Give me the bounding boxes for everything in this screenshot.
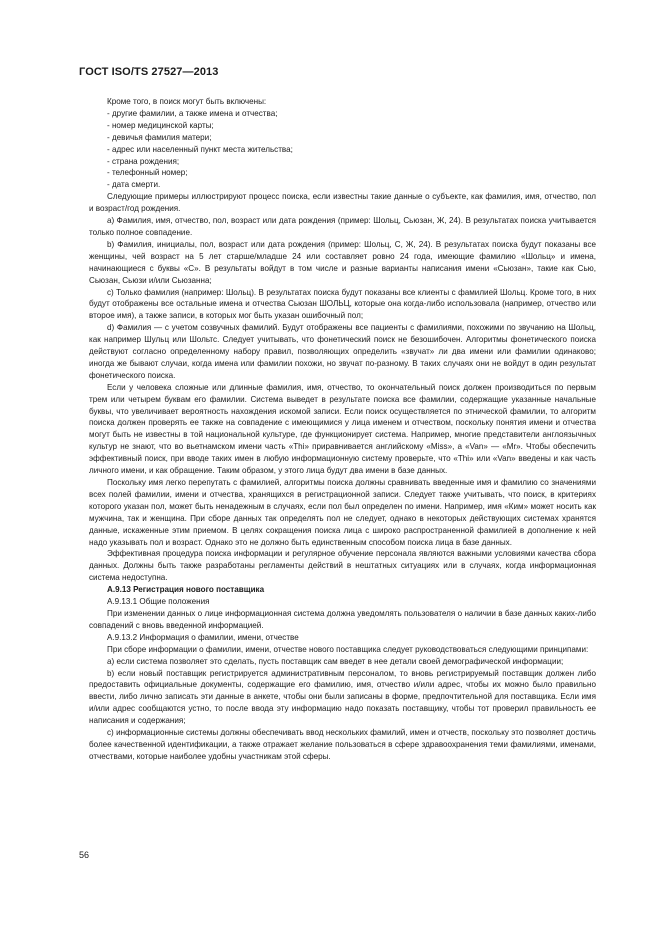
paragraph-principle-c: c) информационные системы должны обеспечивать ввод нескольких фамилий, имен и отчеств, поскольку это позволяет достичь более качественной идентификации, а также отражает желание пользоваться в сфере здравоохранения теми фамилиями, именами, отчествами, которые наиболее удобны участникам этой сферы.	[89, 728, 596, 761]
list-item: - другие фамилии, а также имена и отчества;	[107, 108, 278, 118]
list-item: - телефонный номер;	[107, 168, 188, 178]
paragraph-principle-a: a) если система позволяет это сделать, пусть поставщик сам введет в нее детали своей демографической информации;	[107, 656, 564, 666]
paragraph-principle-b: b) если новый поставщик регистрируется административным персоналом, то вновь регистрируемый поставщик должен либо предоставить официальные документы, содержащие его фамилию, имя, отчество и/или адрес, чтобы их можно было правильно ввести, либо лично записать эти данные в анкете, чтобы они были записаны в форме, предпочтительной для поставщика. Если имя и/или адрес сообщаются устно, то после ввода эту информацию надо показать поставщику, чтобы тот проверил правильность ее написания и содержания;	[89, 668, 596, 726]
paragraph-long-names: Если у человека сложные или длинные фамилия, имя, отчество, то окончательный поиск должен производиться по первым трем или четырем буквам его фамилии. Система выведет в результате поиска все фамилии, содержащие указанные начальные буквы, что увеличивает вероятность нахождения искомой записи. Если поиск осуществляется по этнической фамилии, то алгоритм поиска должен проверять ее также на совпадение с имеющимися у лица именем и отчеством, поскольку понятия имени и отчества могут быть не известны в той национальной культуре, где функционирует система. Например, многие представители англоязычных культур не знают, что во вьетнамском имени часть «Thi» приравнивается английскому «Miss», а «Van» — «Mr». Чтобы обеспечить эффективный поиск, при вводе таких имен в любую информационную систему проверьте, что «Thi» или «Van» введены и как часть личного имени, и как обращение. Таким образом, у этого лица будут два имени в базе данных.	[89, 382, 596, 476]
page-body	[89, 96, 596, 763]
subsection-heading: А.9.13.2 Информация о фамилии, имени, отчестве	[107, 632, 299, 642]
list-item: - адрес или населенный пункт места жительства;	[107, 144, 293, 154]
paragraph-d: d) Фамилия — с учетом созвучных фамилий. Будут отображены все пациенты с фамилиями, похожими по звучанию на Шольц, как например Шульц или Шольтс. Следует учитывать, что фонетический поиск не безошибочен. Алгоритмы фонетического поиска действуют согласно определенному набору правил, позволяющих определить «звучат» ли два имени или фамилии одинаково; иногда же бывают случаи, когда имена или фамилии похожи, но звучат по-разному. В таких случаях они не войдут в один результат фонетического поиска.	[89, 323, 596, 380]
subsection-heading: А.9.13.1 Общие положения	[107, 597, 210, 607]
paragraph-c: c) Только фамилия (например: Шольц). В результатах поиска будут показаны все клиенты с фамилией Шольц. Кроме того, в них будут отображены все остальные имена и отчества Сьюзан ШОЛЬЦ, которые она когда-либо использовала (например, отчество или второе имя), а также записи, в которых мог быть указан ошибочный пол;	[89, 287, 596, 321]
list-item: - страна рождения;	[107, 156, 180, 166]
paragraph-principles: При сборе информации о фамилии, имени, отчестве нового поставщика следует руководствоваться следующими принципами:	[107, 644, 589, 654]
paragraph-b: b) Фамилия, инициалы, пол, возраст или дата рождения (пример: Шольц, С, Ж, 24). В результатах поиска будут показаны все женщины, чей возраст на 5 лет старше/младше 24 или составляет ровно 24 года, имеющие фамилию «Шольц» и имена, начинающиеся с буквы «С». В результаты войдут в том числе и разные варианты написания имени «Сьюзан», такие как Сью, Сьюзан, Сьюзи и/или Сьюзанна;	[89, 239, 596, 285]
paragraph-efficiency: Эффективная процедура поиска информации и регулярное обучение персонала являются важными условиями качества сбора данных. Должны быть также разработаны регламенты действий в нештатных ситуациях или в случаях, когда информационная система недоступна.	[89, 549, 596, 583]
intro-text: Кроме того, в поиск могут быть включены:	[107, 97, 267, 106]
paragraph-name-confusion: Поскольку имя легко перепутать с фамилией, алгоритмы поиска должны сравнивать введенные имя и фамилию со значениями всех полей фамилии, имени и отчества, хранящихся в регистрационной записи. Следует также учитывать, что поиск, в критериях которого указан пол, может быть ненадежным в случаях, если пол был определен по имени. Например, имя «Ким» может носить как мужчина, так и женщина. При сборе данных так определять пол не следует, однако в некоторых действующих системах хранятся данные, искаженные этим приемом. В целях сокращения поиска лица с широко распространенной фамилией в дополнение к ней надо указывать пол и возраст. Однако это не должно быть единственным способом поиска лица в базе данных.	[89, 478, 596, 547]
section-heading: А.9.13 Регистрация нового поставщика	[107, 585, 265, 595]
document-header: ГОСТ ISO/TS 27527—2013	[79, 66, 219, 78]
page-number: 56	[79, 850, 90, 860]
paragraph-a: a) Фамилия, имя, отчество, пол, возраст или дата рождения (пример: Шольц, Сьюзан, Ж, 24). В результатах поиска учитывается только полное совпадение.	[89, 216, 596, 237]
list-item: - девичья фамилия матери;	[107, 132, 212, 142]
list-item: - дата смерти.	[107, 180, 161, 190]
paragraph-general: При изменении данных о лице информационная система должна уведомлять пользователя о наличии в базе данных каких-либо совпадений с вновь введенной информацией.	[89, 608, 596, 630]
list-item: - номер медицинской карты;	[107, 120, 214, 130]
paragraph-examples: Следующие примеры иллюстрируют процесс поиска, если известны такие данные о субъекте, как фамилия, имя, отчество, пол и возраст/год рождения.	[89, 192, 596, 214]
